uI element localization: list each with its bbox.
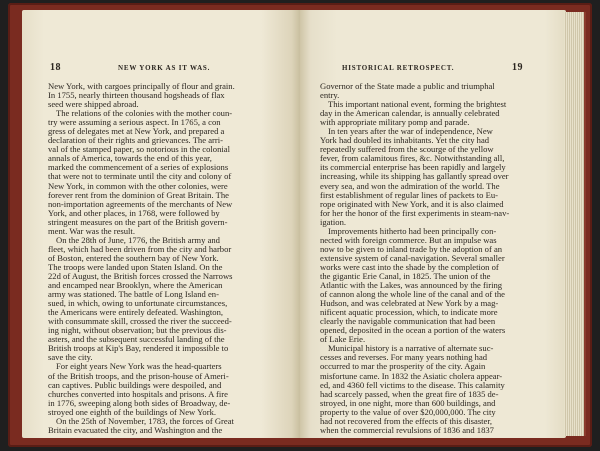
page-edges [564,12,586,436]
text-line: The troops were landed upon Staten Island. On the [48,262,223,272]
text-line: ing night, without observation; but the previous dis- [48,326,227,336]
text-line: cesses and reverses. For many years nothing had [320,353,488,363]
text-line: In ten years after the war of independence, New [328,127,493,137]
text-line: occurred to mar the prosperity of the city. Again [320,362,486,372]
text-line: with appropriate military pomp and parade. [320,118,470,128]
text-line: declaration of their rights and grievances. The arri- [48,136,223,146]
text-line: 22d of August, the British forces crossed the Narrows [48,271,233,281]
text-line: Governor of the State made a public and triumphal [320,82,495,91]
text-line: works were cast into the shade by the completion of [320,262,499,272]
text-line: extensive system of canal-navigation. Several smaller [320,253,505,263]
text-line: forever rent from the dominion of Great Britain. The [48,190,229,200]
text-line: fleet, which had been driven from the city and harbor [48,244,232,254]
left-page [22,10,300,438]
page-number: 18 [50,62,61,73]
text-line: Hudson, and was celebrated at New York by a mag- [320,299,499,309]
text-line: York had doubled its inhabitants. Yet the city had [320,136,490,146]
text-line: for her the honor of the first experiments in steam-nav- [320,208,510,218]
text-line: ed, and 4360 fell victims to the disease. This calamity [320,380,505,390]
text-line: and encamped near Brooklyn, where the American [48,281,223,291]
text-line: nificent aquatic procession, which, to indicate more [320,308,498,318]
text-line: churches converted into hospitals and prisons. A fire [48,389,228,399]
text-line: British troops at Kip's Bay, rendered it impossible to [48,344,229,354]
text-line: property to the value of over $20,000,000. The city [320,407,496,417]
text-line: stroyed, in one night, more than 600 buildings, and [320,398,496,408]
text-line: of Boston, entered the southern bay of New York. [48,253,219,263]
text-line: val of the stamped paper, so notorious in the colonial [48,145,230,155]
running-head: HISTORICAL RETROSPECT. [342,64,455,72]
text-line: igation. [320,217,347,227]
left-page-text [48,82,282,435]
text-line: This important national event, forming the brightest [328,100,507,110]
text-line: On the 25th of November, 1783, the forces of Great [56,416,234,426]
text-line: first establishment of regular lines of packets to Eu- [320,190,499,200]
text-line: In 1755, nearly thirteen thousand hogsheads of flax [48,91,225,101]
text-line: of cannon along the whole line of the canal and of the [320,290,505,300]
text-line: Atlantic with the Lakes, was announced by the firing [320,281,503,291]
text-line: annals of America, towards the end of this year, [48,154,212,164]
text-line: its commercial enterprise has been rapidly and largely [320,163,506,173]
text-line: stroyed one eighth of the buildings of New York. [48,407,217,417]
right-page-text [320,82,546,435]
text-line: the gigantic Erie Canal, in 1825. The union of the [320,271,491,281]
text-line: York, and other places, in 1768, were followed by [48,208,220,218]
text-line: Improvements hitherto had been principally con- [328,226,497,236]
text-line: can captives. Public buildings were despoiled, and [48,380,222,390]
text-line: ment. War was the result. [48,226,135,236]
text-line: gress of delegates met at New York, and prepared a [48,127,225,137]
text-line: marked the commencement of a series of explosions [48,163,229,173]
text-line: army was stationed. The battle of Long Island en- [48,290,219,300]
text-line: entry. [320,91,340,101]
text-line: in 1776, sweeping along both sides of Broadway, de- [48,398,231,408]
text-line: clearly the navigable communication that had been [320,317,496,327]
text-line: try were assuming a serious aspect. In 1765, a con [48,118,221,128]
text-line: increasing, while its shipping has gallantly spread over [320,172,509,182]
text-line: nected with foreign commerce. But an impulse was [320,235,497,245]
text-line: The relations of the colonies with the mother coun- [56,109,233,119]
text-line: day in the American calendar, is annually celebrated [320,109,500,119]
text-line: New York, with cargoes principally of flour and grain. [48,82,235,91]
text-line: fever, from calamitous fires, &c. Notwithstanding all, [320,154,505,164]
text-line: Municipal history is a narrative of alternate suc- [328,344,494,354]
text-line: every sea, and won the admiration of the world. The [320,181,500,191]
text-line: when the commercial revulsions of 1836 and 1837 [320,425,494,435]
page-number: 19 [512,62,523,73]
right-page-header [300,62,566,76]
text-line: opened, deposited in the ocean a portion of the waters [320,326,506,336]
text-line: rope originated with New York, and it is also claimed [320,199,504,209]
text-line: Britain evacuated the city, and Washington and the [48,425,223,435]
running-head: NEW YORK AS IT WAS. [118,64,211,72]
text-line: New York, in common with the other colonies, were [48,181,228,191]
text-line: seed were shipped abroad. [48,100,139,110]
right-page [300,10,566,438]
text-line: stringent measures on the part of the British govern- [48,217,228,227]
text-line: non-importation agreements of the merchants of New [48,199,233,209]
text-line: of Lake Erie. [320,335,366,345]
text-line: sued, in which, owing to unfortunate circumstances, [48,299,228,309]
text-line: of the British troops, and the prison-house of Ameri- [48,371,229,381]
text-line: had not recovered from the effects of this disaster, [320,416,493,426]
text-line: On the 28th of June, 1776, the British army and [56,235,220,245]
text-line: save the city. [48,353,93,363]
text-line: had scarcely passed, when the great fire of 1835 de- [320,389,499,399]
text-line: the Americans were entirely defeated. Washington, [48,308,224,318]
text-line: that were not to terminate until the city and colony of [48,172,232,182]
text-line: asters, and the subsequent successful landing of the [48,335,225,345]
left-page-header [22,62,300,76]
text-line: misfortune came. In 1832 the Asiatic cholera appear- [320,371,503,381]
text-line: For eight years New York was the head-quarters [56,362,222,372]
text-line: with consummate skill, crossed the river the succeed- [48,317,232,327]
text-line: now to be given to inland trade by the adoption of an [320,244,503,254]
text-line: repeatedly suffered from the scourge of the yellow [320,145,494,155]
